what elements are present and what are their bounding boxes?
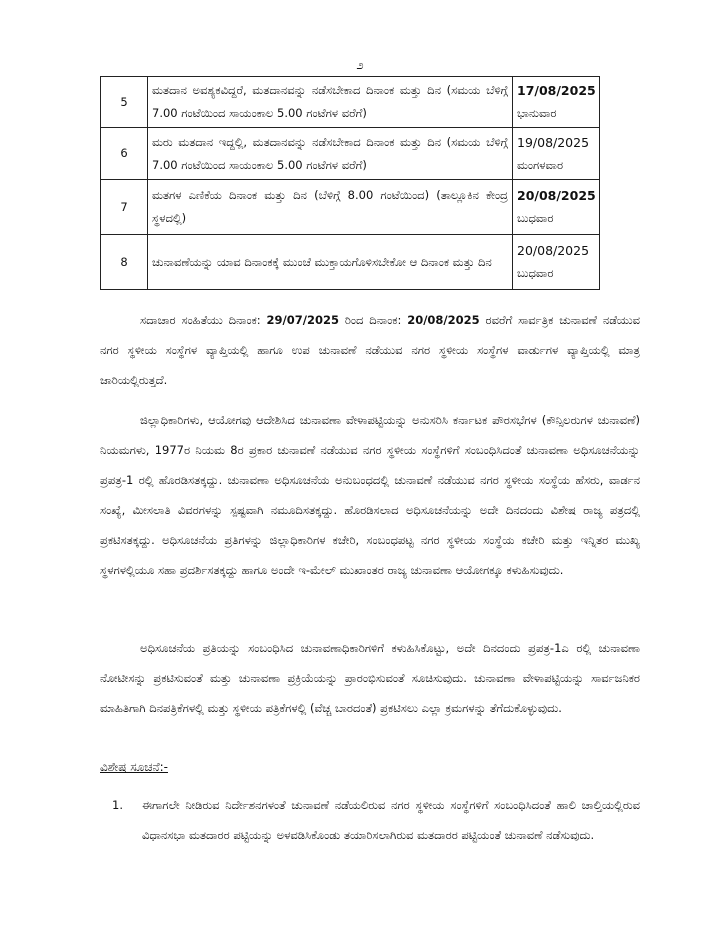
row-day: ಭಾನುವಾರ bbox=[517, 106, 557, 120]
row-date-cell bbox=[513, 128, 600, 180]
row-day: ಮಂಗಳವಾರ bbox=[517, 157, 564, 172]
row-description: ಚುನಾವಣೆಯನ್ನು ಯಾವ ದಿನಾಂಕಕ್ಕೆ ಮುಂಚೆ ಮುಕ್ತಾಯಗೊಳಿಸಬೇಕೋ ಆ ದಿನಾಂಕ ಮತ್ತು ದಿನ bbox=[148, 235, 513, 290]
row-day: ಬುಧವಾರ bbox=[517, 211, 554, 225]
special-notes-heading: ವಿಶೇಷ ಸೂಚನೆ:- bbox=[100, 760, 168, 774]
list-item bbox=[100, 790, 640, 850]
row-date: 20/08/2025 bbox=[517, 188, 596, 203]
notification-paragraph: ಜಿಲ್ಲಾಧಿಕಾರಿಗಳು, ಆಯೋಗವು ಆದೇಶಿಸಿದ ಚುನಾವಣಾ ವೇಳಾಪಟ್ಟಿಯನ್ನು ಅನುಸರಿಸಿ ಕರ್ನಾಟಕ ಪೌರಸಭೆಗಳ (ಕೌನ್ಸಿಲರುಗಳ ಚುನಾವಣೆ) ನಿಯಮಗಳು, 1977ರ ನಿಯಮ 8ರ ಪ್ರಕಾರ ಚುನಾವಣೆ ನಡೆಯುವ ನಗರ ಸ್ಥಳೀಯ ಸಂಸ್ಥೆಗಳಿಗೆ ಸಂಬಂಧಿಸಿದಂತೆ ಚುನಾವಣಾ ಅಧಿಸೂಚನೆಯನ್ನು ಪ್ರಪತ್ರ-1 ರಲ್ಲಿ ಹೊರಡಿಸತಕ್ಕದ್ದು. ಚುನಾವಣಾ ಅಧಿಸೂಚನೆಯ ಅನುಬಂಧದಲ್ಲಿ ಚುನಾವಣೆ ನಡೆಯುವ ನಗರ ಸ್ಥಳೀಯ ಸಂಸ್ಥೆಯ ಹೆಸರು, ವಾರ್ಡನ ಸಂಖ್ಯೆ, ಮೀಸಲಾತಿ ವಿವರಗಳನ್ನು ಸ್ಪಷ್ಟವಾಗಿ ನಮೂದಿಸತಕ್ಕದ್ದು. ಹೊರಡಿಸಲಾದ ಅಧಿಸೂಚನೆಯನ್ನು ಅದೇ ದಿನದಂದು ವಿಶೇಷ ರಾಜ್ಯ ಪತ್ರದಲ್ಲಿ ಪ್ರಕಟಿಸತಕ್ಕದ್ದು. ಅಧಿಸೂಚನೆಯ ಪ್ರತಿಗಳನ್ನು ಜಿಲ್ಲಾಧಿಕಾರಿಗಳ ಕಚೇರಿ, ಸಂಬಂಧಪಟ್ಟ ನಗರ ಸ್ಥಳೀಯ ಸಂಸ್ಥೆಯ ಕಚೇರಿ ಮತ್ತು ಇನ್ನಿತರ ಮುಖ್ಯ ಸ್ಥಳಗಳಲ್ಲಿಯೂ ಸಹಾ ಪ್ರದರ್ಶಿಸತಕ್ಕದ್ದು ಹಾಗೂ ಅಂದೇ ಇ-ಮೇಲ್ ಮುಖಾಂತರ ರಾಜ್ಯ ಚುನಾವಣಾ ಆಯೋಗಕ್ಕೂ ಕಳುಹಿಸುವುದು. bbox=[100, 413, 640, 577]
conduct-start-date: 29/07/2025 bbox=[266, 313, 339, 327]
code-of-conduct-paragraph: ಸದಾಚಾರ ಸಂಹಿತೆಯು ದಿನಾಂಕ: 29/07/2025 ರಿಂದ ದಿನಾಂಕ: 20/08/2025 ರವರೆಗೆ ಸಾರ್ವತ್ರಿಕ ಚುನಾವಣೆ ನಡೆಯುವ ನಗರ ಸ್ಥಳೀಯ ಸಂಸ್ಥೆಗಳ ವ್ಯಾಪ್ತಿಯಲ್ಲಿ ಹಾಗೂ ಉಪ ಚುನಾವಣೆ ನಡೆಯುವ ನಗರ ಸ್ಥಳೀಯ ಸಂಸ್ಥೆಗಳ ವಾರ್ಡುಗಳ ವ್ಯಾಪ್ತಿಯಲ್ಲಿ ಮಾತ್ರ ಜಾರಿಯಲ್ಲಿರುತ್ತದೆ. bbox=[100, 313, 640, 387]
row-date-cell bbox=[513, 180, 600, 235]
table-row bbox=[101, 180, 600, 235]
page-number: ೨ bbox=[356, 58, 364, 73]
note-number: 1. bbox=[112, 798, 123, 812]
row-date-cell bbox=[513, 77, 600, 128]
row-date: 19/08/2025 bbox=[517, 134, 590, 150]
table-row bbox=[101, 235, 600, 290]
row-description: ಮತಗಳ ಎಣಿಕೆಯ ದಿನಾಂಕ ಮತ್ತು ದಿನ (ಬೆಳಿಗ್ಗೆ 8.00 ಗಂಟೆಯಿಂದ) (ತಾಲ್ಲೂಕಿನ ಕೇಂದ್ರ ಸ್ಥಳದಲ್ಲಿ) bbox=[148, 180, 513, 235]
election-schedule-table bbox=[100, 76, 600, 290]
row-number: 5 bbox=[101, 77, 148, 128]
table-row bbox=[101, 128, 600, 180]
row-number: 8 bbox=[101, 235, 148, 290]
row-date-cell bbox=[513, 235, 600, 290]
row-description: ಮತದಾನ ಅವಶ್ಯಕವಿದ್ದರೆ, ಮತದಾನವನ್ನು ನಡೆಸಬೇಕಾದ ದಿನಾಂಕ ಮತ್ತು ದಿನ (ಸಮಯ ಬೆಳಿಗ್ಗೆ 7.00 ಗಂಟೆಯಿಂದ ಸಾಯಂಕಾಲ 5.00 ಗಂಟೆಗಳ ವರೆಗೆ) bbox=[148, 77, 513, 128]
row-number: 7 bbox=[101, 180, 148, 235]
conduct-end-date: 20/08/2025 bbox=[407, 313, 480, 327]
row-number: 6 bbox=[101, 128, 148, 180]
row-date: 17/08/2025 bbox=[517, 83, 596, 98]
table-row bbox=[101, 77, 600, 128]
row-description: ಮರು ಮತದಾನ ಇದ್ದಲ್ಲಿ, ಮತದಾನವನ್ನು ನಡೆಸಬೇಕಾದ ದಿನಾಂಕ ಮತ್ತು ದಿನ (ಸಮಯ ಬೆಳಿಗ್ಗೆ 7.00 ಗಂಟೆಯಿಂದ ಸಾಯಂಕಾಲ 5.00 ಗಂಟೆಗಳ ವರೆಗೆ) bbox=[148, 128, 513, 180]
note-text: ಈಗಾಗಲೇ ನೀಡಿರುವ ನಿರ್ದೇಶನಗಳಂತೆ ಚುನಾವಣೆ ನಡೆಯಲಿರುವ ನಗರ ಸ್ಥಳೀಯ ಸಂಸ್ಥೆಗಳಿಗೆ ಸಂಬಂಧಿಸಿದಂತೆ ಹಾಲಿ ಚಾಲ್ತಿಯಲ್ಲಿರುವ ವಿಧಾನಸಭಾ ಮತದಾರರ ಪಟ್ಟಿಯನ್ನು ಅಳವಡಿಸಿಕೊಂಡು ತಯಾರಿಸಲಾಗಿರುವ ಮತದಾರರ ಪಟ್ಟಿಯಂತೆ ಚುನಾವಣೆ ನಡೆಸುವುದು. bbox=[142, 798, 640, 842]
publication-paragraph: ಅಧಿಸೂಚನೆಯ ಪ್ರತಿಯನ್ನು ಸಂಬಂಧಿಸಿದ ಚುನಾವಣಾಧಿಕಾರಿಗಳಿಗೆ ಕಳುಹಿಸಿಕೊಟ್ಟು, ಅದೇ ದಿನದಂದು ಪ್ರಪತ್ರ-1ಎ ರಲ್ಲಿ ಚುನಾವಣಾ ನೋಟೀಸನ್ನು ಪ್ರಕಟಿಸುವಂತೆ ಮತ್ತು ಚುನಾವಣಾ ಪ್ರಕ್ರಿಯೆಯನ್ನು ಪ್ರಾರಂಭಿಸುವಂತೆ ಸೂಚಿಸುವುದು. ಚುನಾವಣಾ ವೇಳಾಪಟ್ಟಿಯನ್ನು ಸಾರ್ವಜನಿಕರ ಮಾಹಿತಿಗಾಗಿ ದಿನಪತ್ರಿಕೆಗಳಲ್ಲಿ ಮತ್ತು ಸ್ಥಳೀಯ ಪತ್ರಿಕೆಗಳಲ್ಲಿ (ವೆಚ್ಚ ಬಾರದಂತೆ) ಪ್ರಕಟಿಸಲು ಎಲ್ಲಾ ಕ್ರಮಗಳನ್ನು ತೆಗೆದುಕೊಳ್ಳುವುದು. bbox=[100, 641, 640, 715]
row-date: 20/08/2025 bbox=[517, 243, 590, 258]
row-day: ಬುಧವಾರ bbox=[517, 266, 554, 280]
